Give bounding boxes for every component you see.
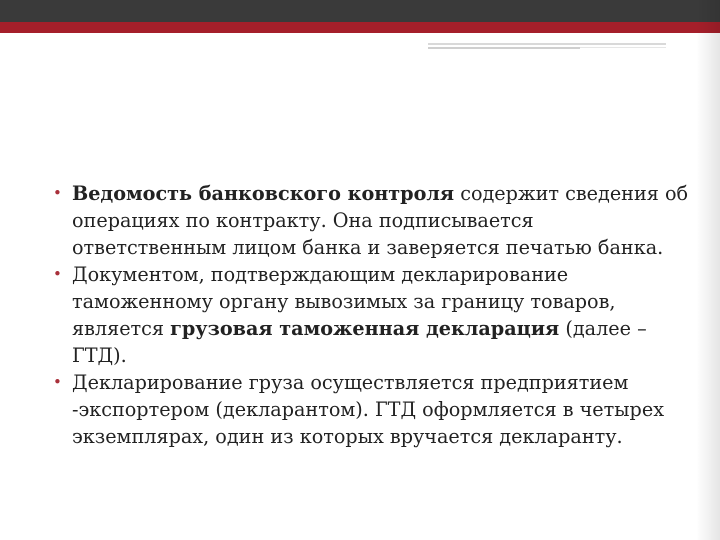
bullet-bold-term: грузовая таможенная декларация: [170, 317, 560, 340]
bullet-text: содержит сведения об операциях по контракту. Она подписывается ответственным лицом банка и заверяется печатью банка.: [72, 182, 689, 259]
title-placeholder-line-tertiary: [580, 47, 666, 48]
bullet-icon: •: [53, 373, 62, 391]
bullet-item-bank-control: [0, 180, 690, 261]
bullet-text-before: Документом, подтверждающим декларирование таможенному органу вывозимых за границу товаров, является: [72, 263, 616, 340]
bullet-text: Декларирование груза осуществляется предприятием -экспортером (декларантом). ГТД оформляется в четырех экземплярах, один из которых вручается декларанту.: [72, 371, 665, 448]
bullet-icon: •: [53, 265, 62, 283]
bullet-item-declaration: [0, 261, 690, 369]
bullet-bold-term: Ведомость банковского контроля: [72, 182, 455, 205]
top-dark-bar: [0, 0, 720, 22]
title-placeholder-line-secondary: [428, 47, 580, 49]
title-placeholder-line: [428, 43, 666, 45]
right-edge-shadow: [696, 0, 720, 540]
bullet-text-after: (далее – ГТД).: [72, 317, 647, 367]
bullet-item-cargo-declaring: [0, 369, 690, 450]
top-red-bar: [0, 22, 720, 33]
bullet-icon: •: [53, 184, 62, 202]
slide-body: [0, 180, 690, 450]
bullet-list: [0, 180, 690, 450]
